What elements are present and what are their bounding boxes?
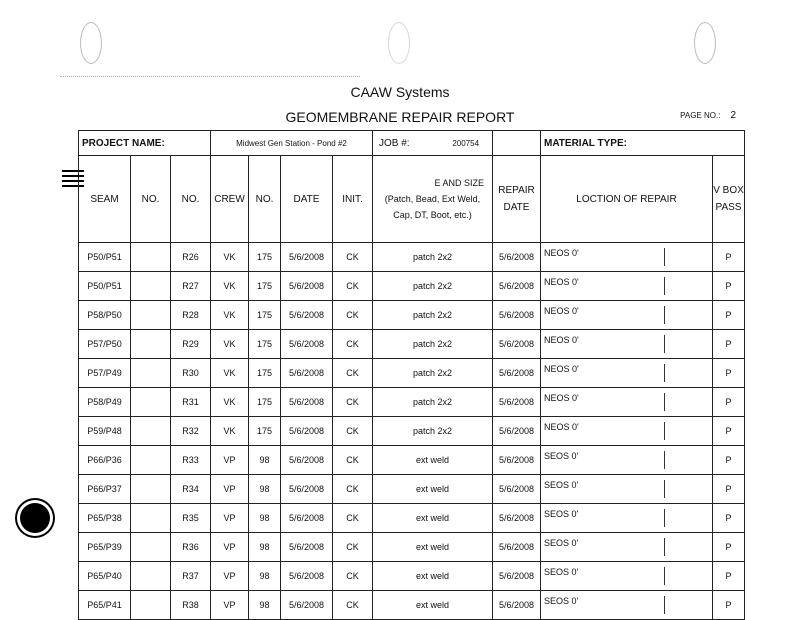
job-number-label: JOB #:	[379, 137, 410, 149]
header-location: LOCTION OF REPAIR	[541, 156, 713, 243]
cell-rno: R28	[171, 301, 211, 330]
cell-init: CK	[333, 562, 373, 591]
table-row	[79, 272, 745, 301]
table-row	[79, 591, 745, 620]
page-number-value: 2	[730, 110, 736, 121]
cell-init: CK	[333, 446, 373, 475]
cell-loc: NEOS 0'	[541, 388, 713, 417]
header-repair-date: REPAIR DATE	[493, 156, 541, 243]
cell-num: 98	[249, 591, 281, 620]
cell-pass: P	[713, 591, 745, 620]
cell-date: 5/6/2008	[281, 330, 333, 359]
cell-loc: SEOS 0'	[541, 475, 713, 504]
cell-rdate: 5/6/2008	[493, 301, 541, 330]
cell-rno: R27	[171, 272, 211, 301]
cell-date: 5/6/2008	[281, 591, 333, 620]
table-row	[79, 243, 745, 272]
material-type-label: MATERIAL TYPE:	[541, 131, 745, 156]
cell-type: ext weld	[373, 533, 493, 562]
cell-rdate: 5/6/2008	[493, 504, 541, 533]
cell-type: ext weld	[373, 475, 493, 504]
cell-pass: P	[713, 301, 745, 330]
cell-crew: VK	[211, 359, 249, 388]
report-title: GEOMEMBRANE REPAIR REPORT	[285, 109, 515, 125]
cell-num: 98	[249, 475, 281, 504]
cell-type: patch 2x2	[373, 388, 493, 417]
header-repair-no: NO.	[171, 156, 211, 243]
cell-rdate: 5/6/2008	[493, 330, 541, 359]
table-row	[79, 446, 745, 475]
header-crew: CREW	[211, 156, 249, 243]
cell-pass: P	[713, 359, 745, 388]
cell-loc: NEOS 0'	[541, 243, 713, 272]
cell-rdate: 5/6/2008	[493, 446, 541, 475]
cell-crew: VP	[211, 475, 249, 504]
table-row	[79, 359, 745, 388]
cell-crew: VP	[211, 533, 249, 562]
cell-no	[131, 330, 171, 359]
page-number-block	[680, 110, 736, 121]
cell-rdate: 5/6/2008	[493, 272, 541, 301]
cell-rdate: 5/6/2008	[493, 591, 541, 620]
cell-date: 5/6/2008	[281, 417, 333, 446]
cell-num: 175	[249, 359, 281, 388]
project-name-value: Midwest Gen Station - Pond #2	[211, 131, 373, 156]
cell-date: 5/6/2008	[281, 359, 333, 388]
cell-rdate: 5/6/2008	[493, 359, 541, 388]
cell-rno: R38	[171, 591, 211, 620]
cell-rno: R32	[171, 417, 211, 446]
job-number-value: 200754	[452, 138, 480, 148]
cell-type: patch 2x2	[373, 243, 493, 272]
cell-no	[131, 475, 171, 504]
cell-no	[131, 591, 171, 620]
cell-seam: P59/P48	[79, 417, 131, 446]
header-vbox-pass: V BOX PASS	[713, 156, 745, 243]
cell-no	[131, 359, 171, 388]
cell-no	[131, 388, 171, 417]
cell-rdate: 5/6/2008	[493, 243, 541, 272]
cell-init: CK	[333, 504, 373, 533]
cell-init: CK	[333, 272, 373, 301]
page-number-label: PAGE NO.:	[680, 111, 721, 120]
cell-pass: P	[713, 446, 745, 475]
cell-pass: P	[713, 562, 745, 591]
cell-seam: P65/P39	[79, 533, 131, 562]
cell-type: patch 2x2	[373, 417, 493, 446]
repair-rows	[79, 243, 745, 620]
header-crew-no: NO.	[249, 156, 281, 243]
cell-loc: SEOS 0'	[541, 562, 713, 591]
cell-crew: VK	[211, 417, 249, 446]
cell-init: CK	[333, 359, 373, 388]
cell-loc: SEOS 0'	[541, 591, 713, 620]
cell-type: ext weld	[373, 446, 493, 475]
cell-init: CK	[333, 591, 373, 620]
cell-crew: VP	[211, 562, 249, 591]
column-header-row	[79, 156, 745, 243]
cell-init: CK	[333, 475, 373, 504]
cell-num: 175	[249, 301, 281, 330]
cell-pass: P	[713, 475, 745, 504]
table-row	[79, 301, 745, 330]
cell-crew: VK	[211, 330, 249, 359]
cell-type: patch 2x2	[373, 359, 493, 388]
cell-crew: VP	[211, 446, 249, 475]
cell-type: patch 2x2	[373, 272, 493, 301]
cell-no	[131, 504, 171, 533]
cell-type: ext weld	[373, 591, 493, 620]
cell-rdate: 5/6/2008	[493, 475, 541, 504]
cell-init: CK	[333, 243, 373, 272]
repair-report-table	[78, 130, 745, 620]
cell-date: 5/6/2008	[281, 475, 333, 504]
cell-rno: R34	[171, 475, 211, 504]
cell-rdate: 5/6/2008	[493, 562, 541, 591]
cell-loc: NEOS 0'	[541, 359, 713, 388]
cell-loc: SEOS 0'	[541, 446, 713, 475]
cell-no	[131, 417, 171, 446]
header-date: DATE	[281, 156, 333, 243]
cell-seam: P65/P38	[79, 504, 131, 533]
cell-type: patch 2x2	[373, 330, 493, 359]
cell-no	[131, 243, 171, 272]
cell-rno: R29	[171, 330, 211, 359]
cell-pass: P	[713, 272, 745, 301]
cell-seam: P50/P51	[79, 243, 131, 272]
cell-num: 175	[249, 417, 281, 446]
cell-num: 98	[249, 446, 281, 475]
project-info-row	[79, 131, 745, 156]
cell-date: 5/6/2008	[281, 388, 333, 417]
cell-loc: NEOS 0'	[541, 272, 713, 301]
cell-crew: VK	[211, 272, 249, 301]
cell-pass: P	[713, 388, 745, 417]
cell-rno: R26	[171, 243, 211, 272]
cell-crew: VK	[211, 243, 249, 272]
cell-crew: VK	[211, 388, 249, 417]
cell-seam: P57/P49	[79, 359, 131, 388]
cell-rno: R33	[171, 446, 211, 475]
cell-rdate: 5/6/2008	[493, 417, 541, 446]
cell-loc: SEOS 0'	[541, 533, 713, 562]
cell-loc: SEOS 0'	[541, 504, 713, 533]
cell-type: patch 2x2	[373, 301, 493, 330]
cell-num: 98	[249, 533, 281, 562]
cell-seam: P50/P51	[79, 272, 131, 301]
header-no: NO.	[131, 156, 171, 243]
cell-seam: P66/P37	[79, 475, 131, 504]
cell-rno: R30	[171, 359, 211, 388]
cell-no	[131, 301, 171, 330]
table-row	[79, 475, 745, 504]
table-row	[79, 417, 745, 446]
cell-num: 98	[249, 504, 281, 533]
cell-init: CK	[333, 330, 373, 359]
cell-crew: VP	[211, 504, 249, 533]
cell-seam: P66/P36	[79, 446, 131, 475]
cell-seam: P65/P40	[79, 562, 131, 591]
table-row	[79, 388, 745, 417]
table-row	[79, 504, 745, 533]
project-name-label: PROJECT NAME:	[79, 131, 211, 156]
cell-date: 5/6/2008	[281, 301, 333, 330]
cell-rdate: 5/6/2008	[493, 533, 541, 562]
punch-hole-right	[694, 22, 716, 64]
cell-pass: P	[713, 330, 745, 359]
cell-type: ext weld	[373, 504, 493, 533]
cell-date: 5/6/2008	[281, 562, 333, 591]
cell-num: 175	[249, 330, 281, 359]
cell-crew: VK	[211, 301, 249, 330]
cell-init: CK	[333, 388, 373, 417]
cell-no	[131, 533, 171, 562]
cell-init: CK	[333, 533, 373, 562]
cell-pass: P	[713, 533, 745, 562]
cell-num: 98	[249, 562, 281, 591]
cell-rno: R36	[171, 533, 211, 562]
table-row	[79, 533, 745, 562]
cell-type: ext weld	[373, 562, 493, 591]
cell-rno: R37	[171, 562, 211, 591]
job-number-cell	[373, 131, 493, 156]
cell-pass: P	[713, 417, 745, 446]
cell-num: 175	[249, 388, 281, 417]
cell-date: 5/6/2008	[281, 533, 333, 562]
cell-seam: P58/P50	[79, 301, 131, 330]
header-type-size: E AND SIZE (Patch, Bead, Ext Weld, Cap, DT, Boot, etc.)	[373, 156, 493, 243]
cell-seam: P58/P49	[79, 388, 131, 417]
cell-init: CK	[333, 301, 373, 330]
cell-pass: P	[713, 504, 745, 533]
cell-num: 175	[249, 243, 281, 272]
company-name: CAAW Systems	[350, 84, 450, 100]
cell-date: 5/6/2008	[281, 504, 333, 533]
header-init: INIT.	[333, 156, 373, 243]
cell-date: 5/6/2008	[281, 272, 333, 301]
cell-rno: R35	[171, 504, 211, 533]
table-row	[79, 330, 745, 359]
scan-marker-dot	[20, 503, 50, 533]
scan-artifact-line	[60, 76, 360, 78]
cell-init: CK	[333, 417, 373, 446]
punch-hole-left	[80, 22, 102, 64]
cell-loc: NEOS 0'	[541, 301, 713, 330]
cell-loc: NEOS 0'	[541, 417, 713, 446]
cell-no	[131, 562, 171, 591]
cell-seam: P57/P50	[79, 330, 131, 359]
cell-seam: P65/P41	[79, 591, 131, 620]
cell-crew: VP	[211, 591, 249, 620]
cell-no	[131, 446, 171, 475]
table-row	[79, 562, 745, 591]
cell-pass: P	[713, 243, 745, 272]
cell-date: 5/6/2008	[281, 243, 333, 272]
header-seam: SEAM	[79, 156, 131, 243]
punch-hole-middle	[388, 22, 410, 64]
cell-rno: R31	[171, 388, 211, 417]
cell-date: 5/6/2008	[281, 446, 333, 475]
cell-num: 175	[249, 272, 281, 301]
cell-loc: NEOS 0'	[541, 330, 713, 359]
cell-no	[131, 272, 171, 301]
cell-rdate: 5/6/2008	[493, 388, 541, 417]
